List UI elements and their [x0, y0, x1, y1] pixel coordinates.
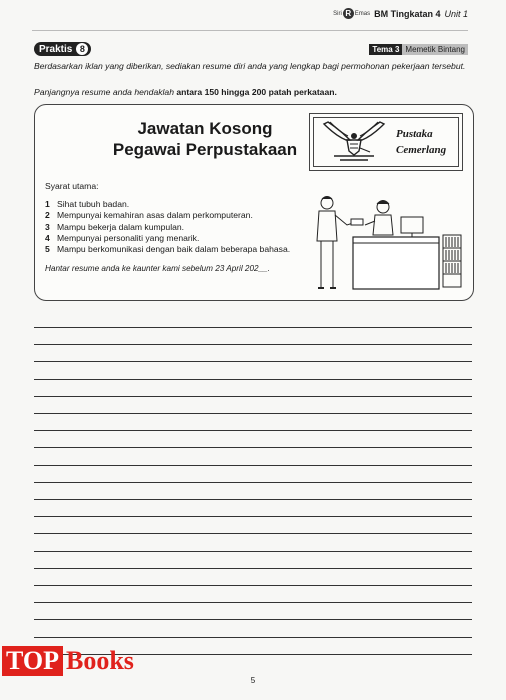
librarian-figure	[365, 201, 393, 236]
library-counter-illustration	[313, 191, 463, 295]
writing-line	[34, 551, 472, 552]
instruction-length-post: .	[334, 87, 337, 97]
header-divider	[32, 30, 468, 31]
writing-line	[34, 637, 472, 638]
watermark-books: Books	[65, 646, 134, 675]
instruction-length-pre: Panjangnya resume anda hendaklah	[34, 87, 177, 97]
praktis-badge	[34, 42, 91, 56]
list-item	[45, 222, 290, 233]
writing-line	[34, 516, 472, 517]
book-title: BM Tingkatan 4	[374, 8, 441, 19]
bookshelf	[443, 235, 461, 287]
writing-line	[34, 327, 472, 328]
writing-line	[34, 447, 472, 448]
logo-text-left: Siri	[333, 10, 342, 17]
instruction-text: Berdasarkan iklan yang diberikan, sediakan resume diri anda yang lengkap bagi permohonan pekerjaan tersebut.	[34, 61, 466, 71]
submission-note: Hantar resume anda ke kaunter kami sebelum 23 April 202__.	[45, 264, 270, 273]
list-item-text: Mempunyai personaliti yang menarik.	[57, 232, 200, 243]
writing-line	[34, 619, 472, 620]
job-advertisement	[34, 104, 474, 301]
company-name-line2: Cemerlang	[396, 144, 447, 156]
writing-line	[34, 602, 472, 603]
instruction-length-bold: antara 150 hingga 200 patah perkataan	[176, 87, 335, 97]
writing-line	[34, 396, 472, 397]
writing-line	[34, 379, 472, 380]
praktis-number: 8	[76, 43, 88, 55]
list-item-text: Sihat tubuh badan.	[57, 199, 130, 209]
list-item-number: 4	[45, 232, 50, 243]
list-item-text: Mampu bekerja dalam kumpulan.	[57, 221, 185, 232]
list-item-number: 3	[45, 221, 50, 232]
list-item-number: 2	[45, 210, 50, 221]
writing-line	[34, 499, 472, 500]
page-header	[333, 8, 468, 19]
watermark-top: TOP	[2, 646, 63, 676]
computer-monitor	[401, 217, 423, 237]
writing-line	[34, 361, 472, 362]
list-item	[45, 199, 290, 210]
list-item	[45, 244, 290, 255]
logo-text-right: Emas	[354, 10, 371, 17]
company-name-line1: Pustaka	[396, 128, 433, 140]
list-item-number: 5	[45, 244, 50, 255]
tema-number: Tema 3	[369, 44, 402, 55]
man-figure	[317, 197, 353, 289]
writing-line	[34, 482, 472, 483]
ad-title-line1: Jawatan Kosong	[137, 119, 273, 138]
list-item	[45, 233, 290, 244]
page-number: 5	[250, 676, 256, 685]
unit-label: Unit 1	[444, 8, 468, 19]
service-counter	[353, 237, 439, 289]
book-handed	[351, 219, 363, 225]
series-logo	[333, 8, 370, 19]
logo-r-icon: R	[343, 8, 354, 19]
requirements-list	[45, 199, 290, 255]
ad-title-line2: Pegawai Perpustakaan	[112, 140, 298, 159]
writing-line	[34, 568, 472, 569]
company-logo-box	[309, 113, 463, 171]
writing-line	[34, 533, 472, 534]
list-item	[45, 210, 290, 221]
eagle-emblem-icon	[316, 118, 392, 164]
writing-line	[34, 430, 472, 431]
list-item-text: Mampu berkomunikasi dengan baik dalam beberapa bahasa.	[57, 244, 291, 255]
tema-name: Memetik Bintang	[402, 44, 468, 55]
instruction-length	[34, 86, 474, 98]
list-item-number: 1	[45, 199, 50, 209]
requirements-heading: Syarat utama:	[45, 181, 99, 191]
writing-line	[34, 413, 472, 414]
writing-line	[34, 344, 472, 345]
writing-line	[34, 585, 472, 586]
list-item-text: Mempunyai kemahiran asas dalam perkomputeran.	[57, 210, 253, 221]
praktis-label: Praktis	[39, 43, 73, 55]
writing-line	[34, 465, 472, 466]
watermark	[2, 646, 134, 676]
tema-badge	[369, 44, 468, 55]
